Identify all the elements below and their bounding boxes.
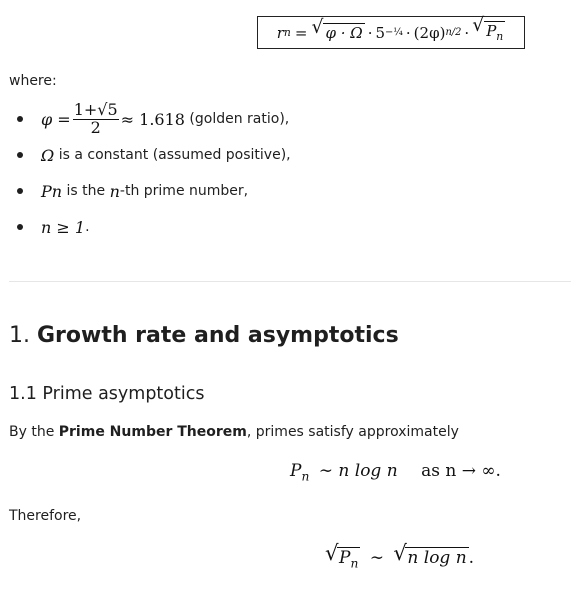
section-heading: 1. Growth rate and asymptotics — [9, 323, 399, 348]
formula-lhs-sub: n — [283, 26, 291, 39]
formula-sqrt-phi-omega: √ φ · Ω — [311, 17, 363, 42]
equation-sqrt-asymptotic: √ $P_n$ ∼ √ n log n . — [325, 541, 475, 571]
formula-dot1: · — [367, 23, 373, 42]
pnt-link-text: Prime Number Theorem — [58, 424, 247, 440]
bullet-dot — [17, 116, 23, 122]
formula-dot3: · — [464, 23, 470, 42]
formula-eq: = — [294, 23, 308, 42]
formula-lhs: r — [276, 23, 284, 42]
paragraph-therefore: Therefore, — [9, 508, 82, 524]
bullet-dot — [17, 188, 23, 194]
formula-dot2: · — [405, 23, 411, 42]
formula-paren: (2φ) — [413, 23, 446, 42]
subsection-heading: 1.1 Prime asymptotics — [9, 384, 205, 404]
formula-exp5: −¼ — [385, 27, 403, 38]
equation-prime-asymptotic: $P_n$ ∼ n log n as n → ∞. — [290, 461, 501, 484]
bullet-dot — [17, 224, 23, 230]
paragraph-pnt: By the Prime Number Theorem, primes satisfy approximately — [9, 424, 459, 440]
boxed-formula — [257, 16, 525, 49]
formula-base5: 5 — [375, 23, 386, 42]
where-label: where: — [9, 73, 57, 89]
section-divider — [9, 281, 571, 282]
formula-exp-paren: n/2 — [445, 27, 462, 38]
bullet-dot — [17, 152, 23, 158]
formula-sqrt-pn: √ $P_n$ — [472, 15, 504, 43]
